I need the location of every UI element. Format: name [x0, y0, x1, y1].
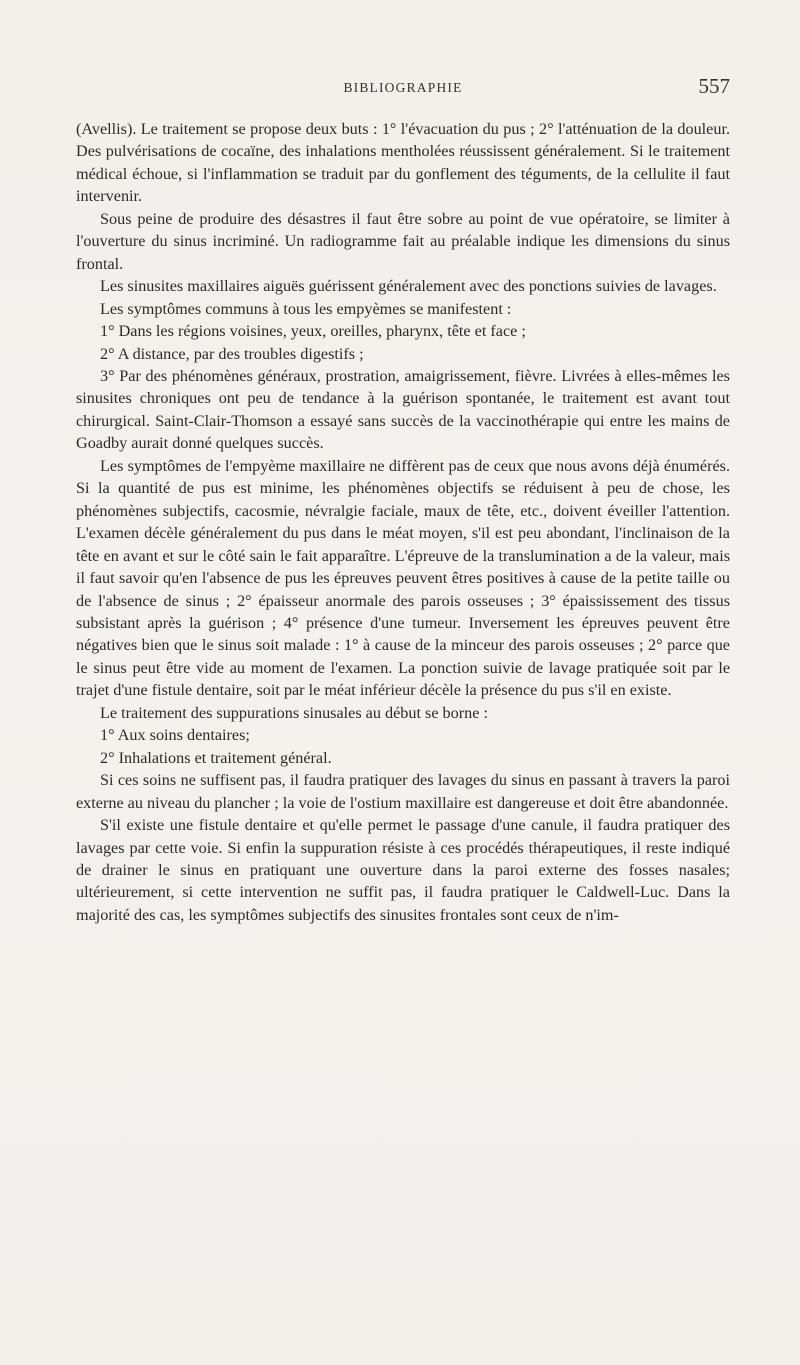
paragraph: S'il existe une fistule dentaire et qu'elle permet le passage d'une canule, il faudra pratiquer des lavages par cette voie. Si enfin la suppuration résiste à ces procédés thérapeutiques, il reste indiqué de drainer le sinus en pratiquant une ouverture dans la paroi externe des fosses nasales; ultérieurement, si cette intervention ne suffit pas, il faudra pratiquer le Caldwell-Luc. Dans la majorité des cas, les symptômes subjectifs des sinusites frontales sont ceux de n'im-: [76, 816, 730, 924]
paragraph: Si ces soins ne suffisent pas, il faudra pratiquer des lavages du sinus en passant à travers la paroi externe au niveau du plancher ; la voie de l'ostium maxillaire est dangereuse et doit être abandonnée.: [76, 771, 730, 812]
list-item: 2° Inhalations et traitement général.: [100, 748, 332, 767]
page-number: 557: [698, 74, 730, 98]
paragraph: Les symptômes de l'empyème maxillaire ne diffèrent pas de ceux que nous avons déjà énumérés. Si la quantité de pus est minime, les phénomènes objectifs se réduisent à peu de chose, les phénomènes subjectifs, cacosmie, névralgie faciale, maux de tête, etc., doivent éveiller l'attention. L'examen décèle généralement du pus dans le méat moyen, s'il est peu abondant, l'inclinaison de la tête en avant et sur le côté sain le fait apparaître. L'épreuve de la translumination a de la valeur, mais il faut savoir qu'en l'absence de pus les épreuves peuvent êtres positives à cause de la petite taille ou de l'absence de sinus ; 2° épaisseur anormale des parois osseuses ; 3° épaississement des tissus subsistant après la guérison ; 4° présence d'une tumeur. Inversement les épreuves peuvent être négatives bien que le sinus soit malade : 1° à cause de la minceur des parois osseuses ; 2° parce que le sinus peut être vide au moment de l'examen. La ponction suivie de lavage pratiquée soit par le trajet d'une fistule dentaire, soit par le méat inférieur décèle la présence du pus s'il en existe.: [76, 456, 730, 700]
running-title: BIBLIOGRAPHIE: [343, 80, 463, 95]
paragraph: Les sinusites maxillaires aiguës guérissent généralement avec des ponctions suivies de lavages.: [100, 277, 717, 296]
paragraph: (Avellis). Le traitement se propose deux buts : 1° l'évacuation du pus ; 2° l'atténuation de la douleur. Des pulvérisations de cocaïne, des inhalations mentholées réussissent généralement. Si le traitement médical échoue, si l'inflammation se traduit par du gonflement des téguments, de la cellulite il faut intervenir.: [76, 120, 730, 206]
list-item: 2° A distance, par des troubles digestifs ;: [100, 344, 364, 363]
list-item: 1° Dans les régions voisines, yeux, oreilles, pharynx, tête et face ;: [100, 322, 526, 341]
list-item: 1° Aux soins dentaires;: [100, 726, 250, 745]
page-header: [76, 76, 730, 102]
list-item: 3° Par des phénomènes généraux, prostration, amaigrissement, fièvre. Livrées à elles-mêmes les sinusites chroniques ont peu de tendance à la guérison spontanée, le traitement est avant tout chirurgical. Saint-Clair-Thomson a essayé sans succès de la vaccinothérapie qui entre les mains de Goadby aurait donné quelques succès.: [76, 366, 730, 453]
body-text: [76, 118, 730, 926]
paragraph: Sous peine de produire des désastres il faut être sobre au point de vue opératoire, se limiter à l'ouverture du sinus incriminé. Un radiogramme fait au préalable indique les dimensions du sinus frontal.: [76, 209, 730, 273]
paragraph: Le traitement des suppurations sinusales au début se borne :: [100, 703, 488, 722]
paragraph: Les symptômes communs à tous les empyèmes se manifestent :: [100, 299, 512, 318]
